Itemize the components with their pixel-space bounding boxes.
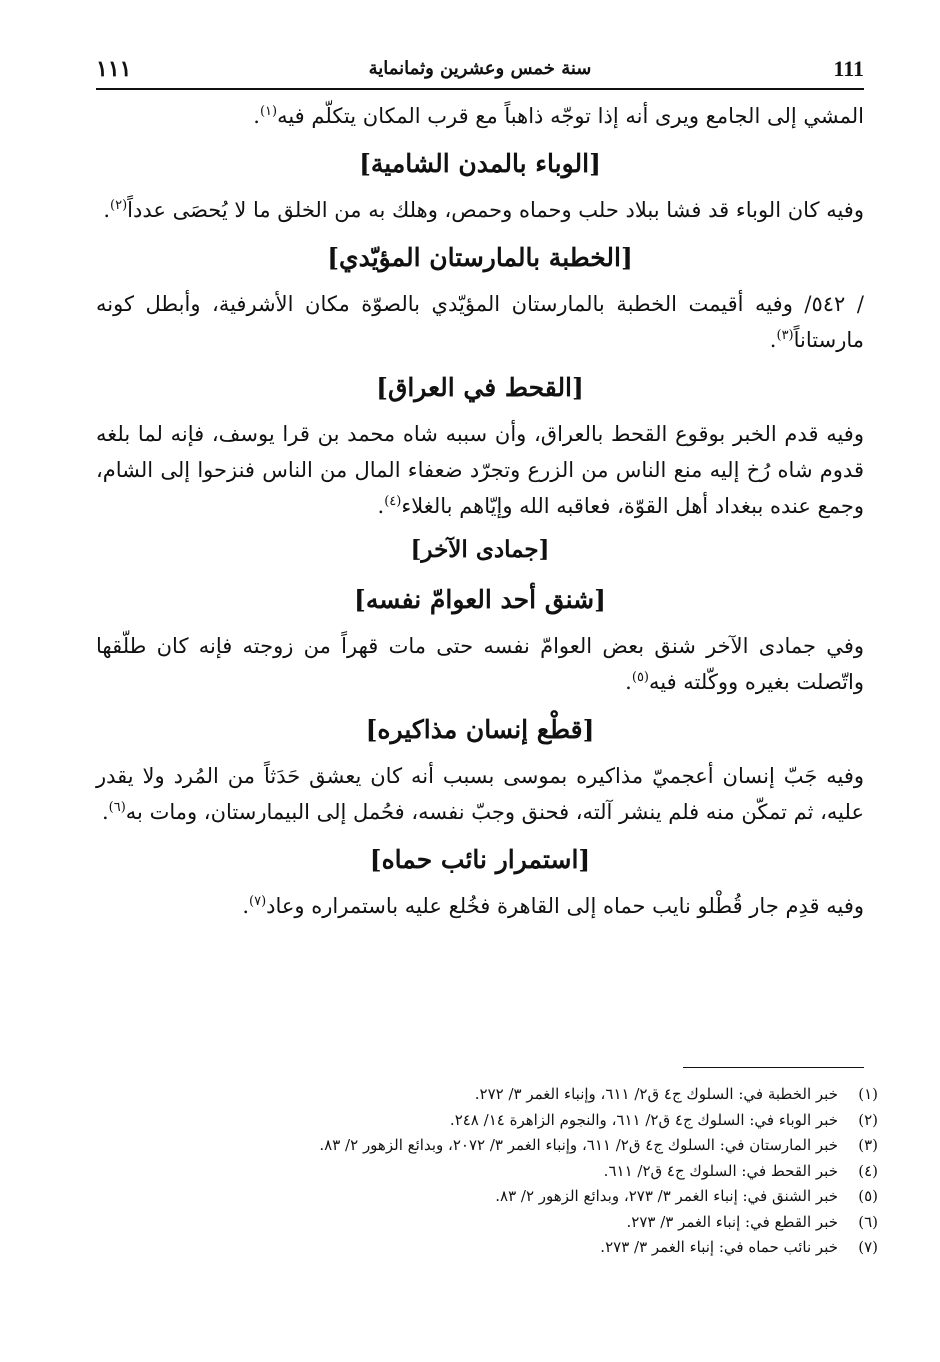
footnote-number: (١) <box>858 1085 878 1103</box>
main-text <box>96 98 864 924</box>
section-heading: [الخطبة بالمارستان المؤيّدي] <box>327 243 633 272</box>
paragraph <box>96 286 864 358</box>
paragraph <box>96 758 864 830</box>
paragraph-end-punctuation: . <box>101 800 109 824</box>
footnotes <box>96 1082 878 1261</box>
footnote-reference[interactable]: (٢) <box>110 198 128 213</box>
footnote-separator <box>683 1067 864 1068</box>
paragraph-text: وفيه قدم الخبر بوقوع القحط بالعراق، وأن سببه شاه محمد بن قرا يوسف، فإنه لما بلغه قدوم شاه رُخ إليه منع الناس من الزرع وتجرّد ضعفاء المال من الناس فنزحوا إلى الشام، وجمع عنده ببغداد أهل القوّة، فعاقبه الله وإيّاهم بالغلاء <box>96 422 864 518</box>
paragraph <box>96 98 864 134</box>
footnote-reference[interactable]: (٦) <box>108 800 126 815</box>
paragraph-text: وفيه كان الوباء قد فشا ببلاد حلب وحماه وحمص، وهلك به من الخلق ما لا يُحصَى عدداً <box>127 198 864 222</box>
paragraph <box>96 628 864 700</box>
paragraph-text: وفيه جَبّ إنسان أعجميّ مذاكيره بموسى بسبب أنه كان يعشق حَدَثاً من المُرد ولا يقدر عليه، ثم تمكّن منه فلم ينشر آلته، فحنق وجبّ نفسه، فحُمل إلى البيمارستان، ومات به <box>96 764 864 824</box>
footnote-text: خبر الوباء في: السلوك ج٤ ق٢/ ٦١١، والنجوم الزاهرة ١٤/ ٢٤٨. <box>449 1110 838 1129</box>
footnote-reference[interactable]: (٥) <box>631 670 649 685</box>
footnote-number: (٧) <box>858 1238 878 1256</box>
running-head <box>96 52 864 90</box>
page-number-latin: 111 <box>833 56 864 81</box>
paragraph-text: المشي إلى الجامع ويرى أنه إذا توجّه ذاهباً مع قرب المكان يتكلّم فيه <box>277 104 864 128</box>
footnote <box>96 1159 878 1185</box>
footnote <box>96 1210 878 1236</box>
paragraph-end-punctuation: . <box>625 670 632 694</box>
footnote <box>96 1082 878 1108</box>
footnote-number: (٢) <box>858 1110 878 1129</box>
section-heading: [الوباء بالمدن الشامية] <box>359 149 601 178</box>
paragraph <box>96 416 864 524</box>
footnote-number: (٤) <box>858 1161 878 1180</box>
page-number-arabic: ١١١ <box>96 56 132 82</box>
section-heading: [القحط في العراق] <box>376 373 584 402</box>
footnote <box>96 1235 878 1261</box>
section-heading: [جمادى الآخر] <box>410 536 550 563</box>
footnote-text: خبر نائب حماه في: إنباء الغمر ٣/ ٢٧٣. <box>600 1238 838 1256</box>
footnote-reference[interactable]: (١) <box>259 104 278 119</box>
paragraph-text: وفي جمادى الآخر شنق بعض العوامّ نفسه حتى مات قهراً من زوجته فإنه كان طلّقها واتّصلت بغيره ووكّلته فيه <box>96 634 864 694</box>
paragraph-end-punctuation: . <box>103 198 111 222</box>
footnote-text: خبر القطع في: إنباء الغمر ٣/ ٢٧٣. <box>626 1212 838 1231</box>
footnote-text: خبر الخطبة في: السلوك ج٤ ق٢/ ٦١١، وإنباء الغمر ٣/ ٢٧٢. <box>474 1085 838 1103</box>
footnote-number: (٣) <box>858 1136 878 1154</box>
paragraph-end-punctuation: . <box>253 104 260 128</box>
footnote-text: خبر الشنق في: إنباء الغمر ٣/ ٢٧٣، وبدائع الزهور ٢/ ٨٣. <box>495 1187 838 1205</box>
footnote <box>96 1184 878 1210</box>
section-heading: [قطْع إنسان مذاكيره] <box>365 715 595 744</box>
footnote <box>96 1133 878 1159</box>
section-heading: [استمرار نائب حماه] <box>369 845 591 874</box>
paragraph-text: وفيه قدِم جار قُطْلو نايب حماه إلى القاهرة فخُلع عليه باستمراره وعاد <box>266 894 864 918</box>
running-head-title: سنة خمس وعشرين وثمانماية <box>368 58 592 79</box>
paragraph-end-punctuation: . <box>242 894 250 918</box>
footnote-reference[interactable]: (٧) <box>249 894 267 909</box>
footnote <box>96 1108 878 1134</box>
section-heading: [شنق أحد العوامّ نفسه] <box>354 585 606 614</box>
footnote-number: (٥) <box>858 1187 878 1205</box>
paragraph-text: / ٥٤٢/ وفيه أقيمت الخطبة بالمارستان المؤيّدي بالصوّة مكان الأشرفية، وأبطل كونه مارستاناً <box>96 292 864 352</box>
footnote-reference[interactable]: (٣) <box>776 328 794 343</box>
paragraph-end-punctuation: . <box>769 328 777 352</box>
footnote-number: (٦) <box>858 1212 878 1231</box>
paragraph <box>96 888 864 924</box>
paragraph-end-punctuation: . <box>377 494 385 518</box>
footnote-text: خبر القحط في: السلوك ج٤ ق٢/ ٦١١. <box>603 1161 838 1180</box>
footnote-text: خبر المارستان في: السلوك ج٤ ق٢/ ٦١١، وإنباء الغمر ٣/ ٢٠٧٢، وبدائع الزهور ٢/ ٨٣. <box>319 1136 838 1154</box>
footnote-reference[interactable]: (٤) <box>384 494 402 509</box>
paragraph <box>96 192 864 228</box>
